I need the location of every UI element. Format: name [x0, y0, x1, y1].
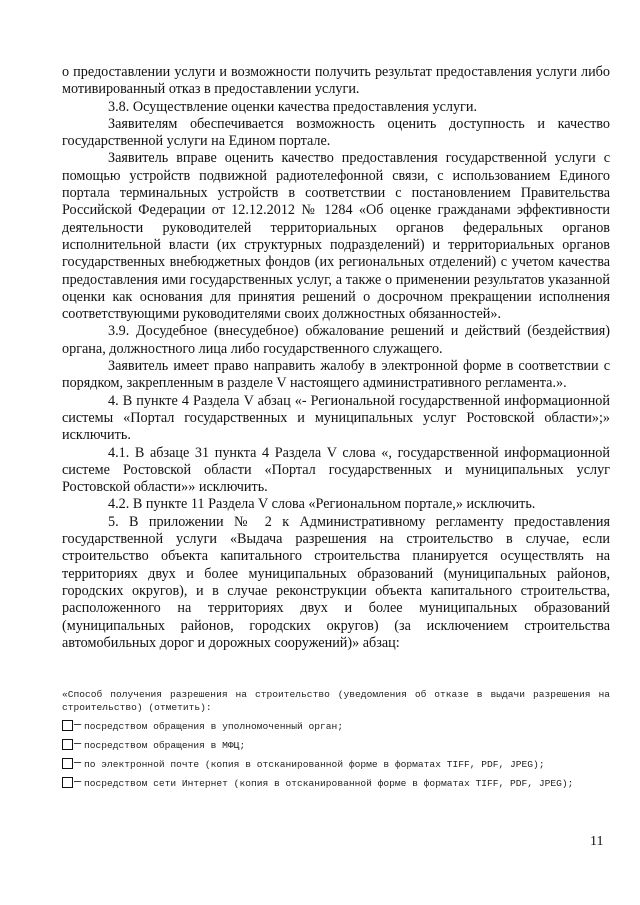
paragraph-p2: 3.8. Осуществление оценки качества предоставления услуги. — [108, 98, 478, 115]
checkbox-2[interactable] — [62, 739, 73, 750]
option-label-4: посредством сети Интернет (копия в отсканированной форме в форматах TIFF, PDF, JPEG); — [84, 778, 574, 789]
paragraph-p7: 4. В пункте 4 Раздела V абзац «- Региональной государственной информационной системы «Портал государственных и муниципальных услуг Ростовской области»;» исключить. — [62, 392, 610, 444]
option-label-2: посредством обращения в МФЦ; — [84, 740, 246, 751]
option-label-3: по электронной почте (копия в отсканированной форме в форматах TIFF, PDF, JPEG); — [84, 759, 545, 770]
paragraph-p9: 4.2. В пункте 11 Раздела V слова «Региональном портале,» исключить. — [108, 496, 536, 513]
paragraph-p10: 5. В приложении № 2 к Административному регламенту предоставления государственной услуги «Выдача разрешения на строительство в случае, если строительство объекта капитального строительства планируется осуществлять на территориях двух и более муниципальных образований (муниципальных районов, городских округов), и в случае реконструкции объекта капитального строительства, расположенного на территориях двух и более муниципальных образований (муниципальных районов, городских округов) (за исключением строительства автомобильных дорог и дорожных сооружений)» абзац: — [62, 513, 610, 651]
form-intro: «Способ получения разрешения на строительство (уведомления об отказе в выдачи разрешения на строительство) (отметить): — [62, 689, 610, 713]
checkbox-3[interactable] — [62, 758, 73, 769]
option-dash: – — [74, 754, 82, 769]
page-number: 11 — [590, 834, 604, 849]
paragraph-p5: 3.9. Досудебное (внесудебное) обжалование решений и действий (бездействия) органа, должностного лица либо государственного служащего. — [62, 323, 610, 357]
paragraph-p6: Заявитель имеет право направить жалобу в электронной форме в соответствии с порядком, закрепленным в разделе V настоящего административного регламента.». — [62, 358, 610, 392]
form-option-4 — [62, 773, 610, 790]
checkbox-1[interactable] — [62, 720, 73, 731]
form-option-3 — [62, 754, 610, 771]
option-label-1: посредством обращения в уполномоченный орган; — [84, 721, 344, 732]
paragraph-p3: Заявителям обеспечивается возможность оценить доступность и качество государственной услуги на Едином портале. — [62, 115, 610, 150]
form-quote — [62, 688, 610, 790]
option-dash: – — [74, 773, 82, 788]
form-option-2 — [62, 735, 610, 752]
option-dash: – — [74, 735, 82, 750]
option-dash: – — [74, 716, 82, 731]
paragraph-p8: 4.1. В абзаце 31 пункта 4 Раздела V слова «, государственной информационной системе Ростовской области «Портал государственных и муниципальных услуг Ростовской области»» исключить. — [62, 444, 610, 496]
checkbox-4[interactable] — [62, 777, 73, 788]
paragraph-p1: о предоставлении услуги и возможности получить результат предоставления услуги либо мотивированный отказ в предоставлении услуги. — [62, 64, 610, 98]
paragraph-p4: Заявитель вправе оценить качество предоставления государственной услуги с помощью устройств подвижной радиотелефонной связи, с использованием Единого портала терминальных устройств в соответствии с постановлением Правительства Российской Федерации от 12.12.2012 № 1284 «Об оценке гражданами эффективности деятельности руководителей территориальных органов федеральных органов исполнительной власти (их структурных подразделений) и территориальных органов государственных внебюджетных фондов (их региональных отделений) с учетом качества предоставления ими государственных услуг, а также о применении результатов указанной оценки как основания для принятия решений о досрочном прекращении исполнения соответствующими руководителями своих должностных обязанностей». — [62, 150, 610, 323]
body-text — [62, 64, 610, 652]
form-option-1 — [62, 716, 610, 733]
